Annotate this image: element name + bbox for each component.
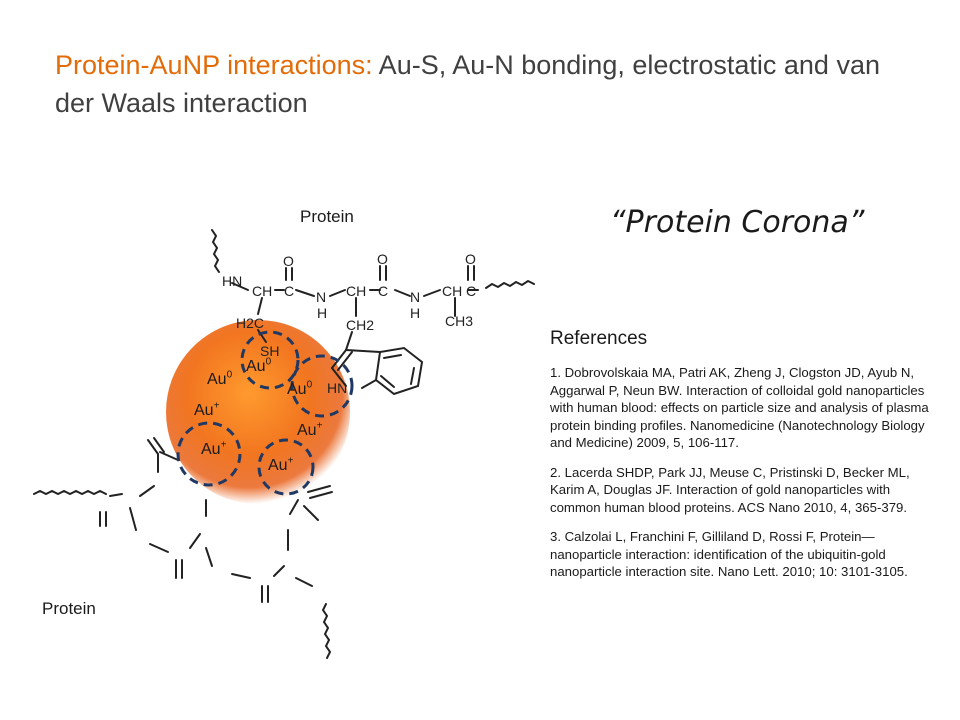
group-n1: N: [316, 289, 327, 305]
au-charge: +: [287, 455, 294, 467]
au-base: Au: [246, 358, 266, 375]
au-label-2: [246, 358, 271, 376]
group-c1: C: [284, 283, 295, 299]
reference-item: 3. Calzolai L, Franchini F, Gilliland D, Rossi F, Protein—nanoparticle interaction: identification of the ubiquitin-gold nanoparticle interaction site. Nano Lett. 2010; 10: 3101-3105.: [550, 529, 908, 579]
au-label-7: [268, 457, 293, 475]
group-ch3: CH: [442, 283, 463, 299]
au-base: Au: [194, 402, 214, 419]
title-rest: Au-S, Au-N bonding, electrostatic and van der Waals interaction: [55, 50, 880, 118]
au-charge: +: [220, 439, 227, 451]
au-base: Au: [268, 457, 288, 474]
reference-item: 1. Dobrovolskaia MA, Patri AK, Zheng J, Clogston JD, Ayub N, Aggarwal P, Neun BW. Interaction of colloidal gold nanoparticles with human blood: effects on particle size and analysis of plasma protein binding profiles. Nanomedicine (Nanotechnology Biology and Medicine) 2009, 5, 106-117.: [550, 365, 929, 450]
group-ch2b: CH2: [346, 317, 375, 333]
au-charge: 0: [265, 356, 272, 368]
references-heading: References: [550, 328, 648, 349]
au-label-5: [297, 422, 322, 440]
au-label-4: [194, 402, 219, 420]
group-hn-indole: HN: [327, 380, 348, 396]
group-o1: O: [283, 253, 294, 269]
group-h2: H: [410, 305, 421, 321]
group-h2c: H2C: [236, 315, 265, 331]
group-n2: N: [410, 289, 421, 305]
group-c2: C: [378, 283, 389, 299]
au-charge: 0: [226, 369, 233, 381]
reference-item: 2. Lacerda SHDP, Park JJ, Meuse C, Pristinski D, Becker ML, Karim A, Douglas JF. Interaction of gold nanoparticles with common human blood proteins. ACS Nano 2010, 4, 365-379.: [550, 464, 910, 515]
au-charge: +: [316, 420, 323, 432]
group-ch1: CH: [252, 283, 273, 299]
au-base: Au: [297, 422, 317, 439]
label-protein-bottom: Protein: [42, 599, 96, 618]
group-c3: C: [466, 283, 477, 299]
protein-corona-label: “Protein Corona”: [610, 205, 865, 240]
group-hn1: HN: [222, 273, 243, 289]
group-o2: O: [377, 251, 388, 267]
group-ch3b: CH3: [445, 313, 474, 329]
au-base: Au: [201, 441, 221, 458]
au-charge: 0: [306, 379, 313, 391]
references-panel: [550, 328, 930, 593]
au-charge: +: [213, 400, 220, 412]
group-o3: O: [465, 251, 476, 267]
au-label-1: [207, 371, 232, 389]
group-h1: H: [317, 305, 328, 321]
au-label-3: [287, 381, 312, 399]
au-label-6: [201, 441, 226, 459]
title-accent: Protein-AuNP interactions:: [55, 50, 373, 80]
label-protein-top: Protein: [300, 207, 354, 226]
au-base: Au: [287, 381, 307, 398]
group-ch2: CH: [346, 283, 367, 299]
au-base: Au: [207, 371, 227, 388]
group-sh: SH: [260, 343, 280, 359]
